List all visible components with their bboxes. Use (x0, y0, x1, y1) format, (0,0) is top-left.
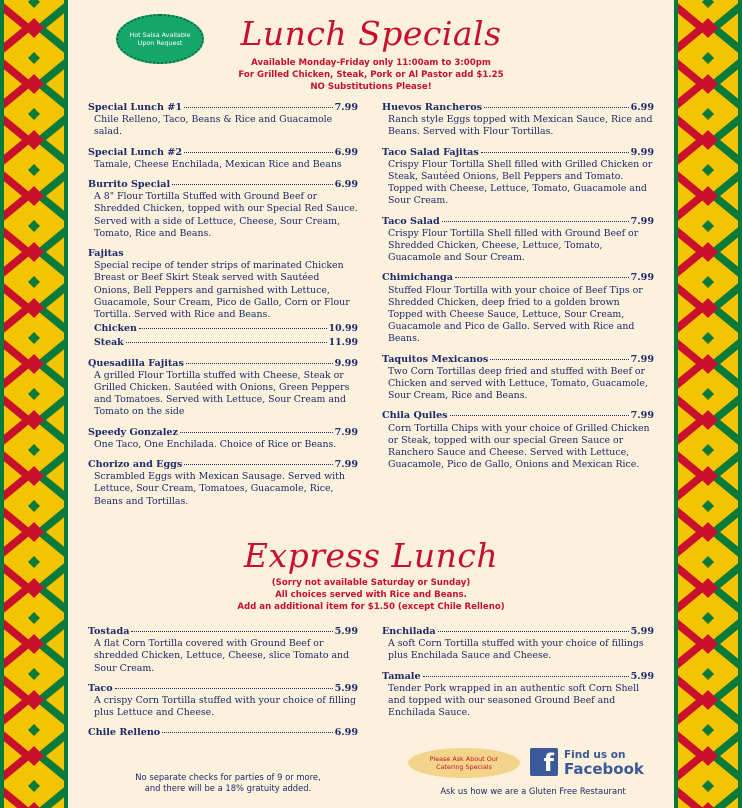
express-lunch-title: Express Lunch (243, 536, 499, 575)
menu-item-enchilada: Enchilada 5.99 A soft Corn Tortilla stuffed with your choice of fillings plus Enchilada Sauce and Cheese. (382, 626, 654, 662)
menu-item-burrito-special: Burrito Special 6.99 A 8" Flour Tortilla Stuffed with Ground Beef or Shredded Chicken, topped with our Special Red Sauce. Served with a side of Lettuce, Cheese, Sour Cream, Tomato, Rice and Beans. (88, 179, 358, 239)
menu-item-quesadilla-fajitas: Quesadilla Fajitas 9.99 A grilled Flour Tortilla stuffed with Cheese, Steak or Grilled Chicken. Sautéed with Onions, Green Peppers and Tomatoes. Served with Lettuce, Sour Cream and Tomato on the side (88, 357, 358, 418)
menu-item-chorizo-and-eggs: Chorizo and Eggs 7.99 Scrambled Eggs with Mexican Sausage. Served with Lettuce, Sour Cream, Tomatoes, Guacamole, Rice, Beans and Tortillas. (88, 459, 358, 507)
hot-salsa-badge: Hot Salsa Available Upon Request (116, 14, 204, 64)
menu-item-chile-relleno: Chile Relleno 6.99 (88, 727, 358, 739)
lunch-left-column (88, 102, 358, 516)
menu-item-chila-quiles: Chila Quiles 7.99 Corn Tortilla Chips with your choice of Grilled Chicken or Steak, topped with our special Green Sauce or Ranchero Sauce and Cheese. Served with Lettuce, Guacamole, Pico de Gallo, Onions and Mexican Rice. (382, 410, 654, 471)
menu-item-fajitas: Fajitas Special recipe of tender strips of marinated Chicken Breast or Beef Skirt Steak served with Sautéed Onions, Bell Peppers and garnished with Lettuce, Guacamole, Sour Cream, Pico de Gallo, Corn or Flour Tortilla. Served with Rice and Beans. Chicken 10.99 Steak 11.99 (88, 248, 358, 349)
lunch-subtitle-2: For Grilled Chicken, Steak, Pork or Al Pastor add $1.25 (238, 70, 504, 80)
facebook-label: Facebook (564, 760, 644, 778)
facebook-find-us: Find us on (564, 749, 626, 761)
lunch-subtitle-1: Available Monday-Friday only 11:00am to 3:00pm (251, 58, 491, 68)
lunch-subtitle-3: NO Substitutions Please! (310, 82, 432, 92)
express-right-column (382, 626, 654, 727)
express-left-column (88, 626, 358, 748)
menu-item-taco-salad-fajitas: Taco Salad Fajitas 9.99 Crispy Flour Tortilla Shell filled with Grilled Chicken or Steak, Sautéed Onions, Bell Peppers and Tomato. Topped with Cheese, Lettuce, Tomato, Guacamole and Sour Cream. (382, 146, 654, 207)
facebook-link[interactable] (530, 748, 644, 776)
express-subtitle-2: All choices served with Rice and Beans. (275, 590, 467, 600)
fajitas-option-steak: Steak 11.99 (94, 337, 358, 349)
express-subtitle-1: (Sorry not available Saturday or Sunday) (271, 578, 471, 588)
menu-item-taco: Taco 5.99 A crispy Corn Tortilla stuffed with your choice of filling plus Lettuce and Cheese. (88, 682, 358, 719)
menu-item-taco-salad: Taco Salad 7.99 Crispy Flour Tortilla Shell filled with Ground Beef or Shredded Chicken, Cheese, Lettuce, Tomato, Guacamole and Sour Cream. (382, 215, 654, 264)
catering-badge: Please Ask About Our Catering Specials (408, 748, 520, 778)
menu-item-tostada: Tostada 5.99 A flat Corn Tortilla covered with Ground Beef or shredded Chicken, Lettuce, Cheese, slice Tomato and Sour Cream. (88, 626, 358, 674)
menu-item-special-lunch-2: Special Lunch #2 6.99 Tamale, Cheese Enchilada, Mexican Rice and Beans (88, 146, 358, 170)
facebook-icon: f (530, 748, 558, 776)
fajitas-option-chicken: Chicken 10.99 (94, 323, 358, 335)
gluten-free-note: Ask us how we are a Gluten Free Restaurant (440, 786, 626, 796)
express-subtitle-3: Add an additional item for $1.50 (except Chile Relleno) (237, 602, 505, 612)
lunch-specials-title: Lunch Specials (240, 14, 502, 53)
menu-item-special-lunch-1: Special Lunch #1 7.99 Chile Relleno, Taco, Beans & Rice and Guacamole salad. (88, 102, 358, 138)
menu-item-chimichanga: Chimichanga 7.99 Stuffed Flour Tortilla with your choice of Beef Tips or Shredded Chicken, deep fried to a golden brown Topped with Cheese Sauce, Lettuce, Sour Cream, Guacamole and Pico de Gallo. Served with Rice and Beans. (382, 272, 654, 345)
aztec-border-right (674, 0, 742, 808)
menu-item-huevos-rancheros: Huevos Rancheros 6.99 Ranch style Eggs topped with Mexican Sauce, Rice and Beans. Served with Flour Tortillas. (382, 102, 654, 138)
lunch-right-column (382, 102, 654, 479)
menu-item-tamale: Tamale 5.99 Tender Pork wrapped in an authentic soft Corn Shell and topped with our seasoned Ground Beef and Enchilada Sauce. (382, 670, 654, 719)
menu-item-speedy-gonzalez: Speedy Gonzalez 7.99 One Taco, One Enchilada. Choice of Rice or Beans. (88, 426, 358, 450)
menu-page (68, 0, 674, 808)
menu-item-taquitos-mexicanos: Taquitos Mexicanos 7.99 Two Corn Tortillas deep fried and stuffed with Beef or Chicken and served with Lettuce, Tomato, Guacamole, Sour Cream, Rice and Beans. (382, 353, 654, 402)
gratuity-note: No separate checks for parties of 9 or more, and there will be a 18% gratuity added. (135, 772, 321, 793)
aztec-border-left (0, 0, 68, 808)
